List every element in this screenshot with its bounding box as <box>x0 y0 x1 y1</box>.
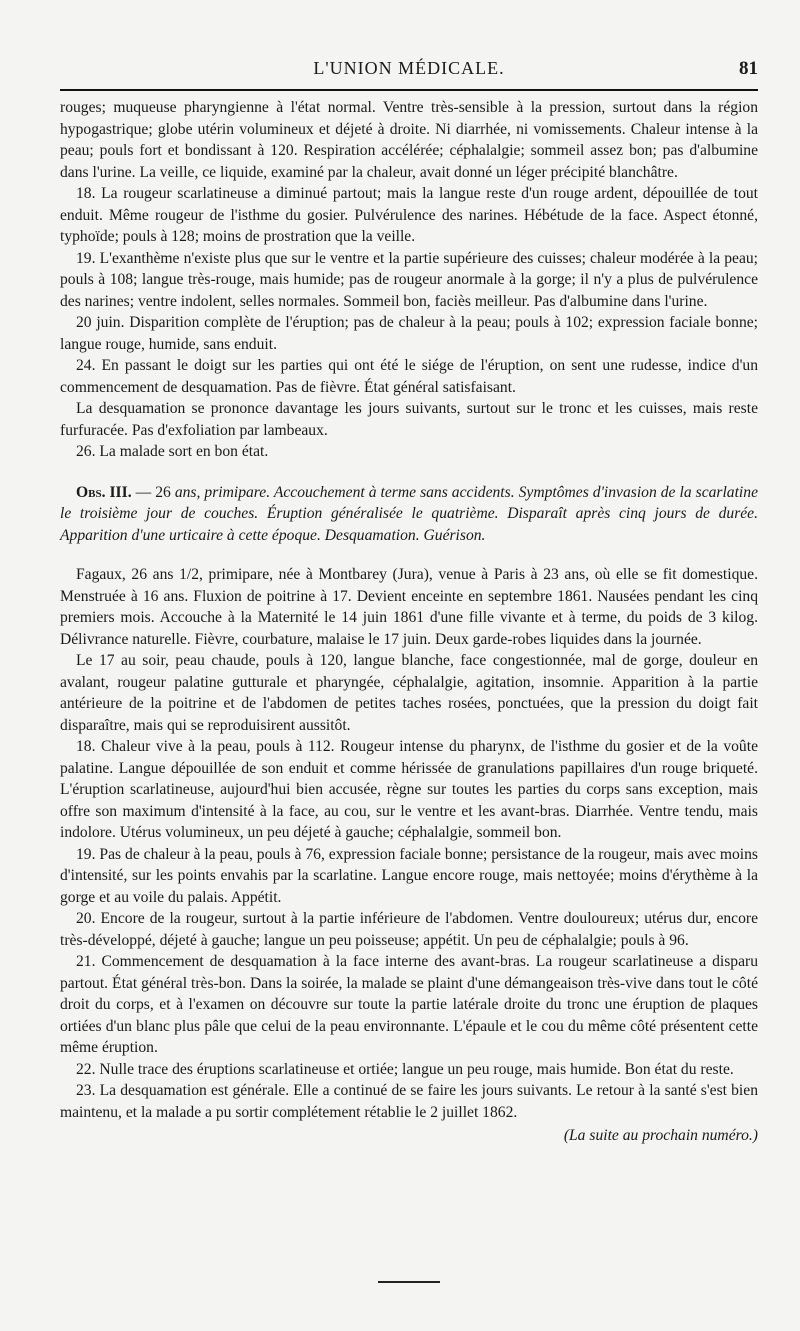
paragraph: 20. Encore de la rougeur, surtout à la partie inférieure de l'abdomen. Ventre douloureux; utérus dur, encore très-développé, déjeté à gauche; langue un peu poisseuse; appétit. Un peu de céphalalgie; pouls à 96. <box>60 910 758 949</box>
observation-dash: — 26 <box>131 483 175 501</box>
observation-label: Obs. III. <box>76 483 132 501</box>
running-header <box>60 52 758 84</box>
paragraph: 19. Pas de chaleur à la peau, pouls à 76, expression faciale bonne; persistance de la rougeur, mais avec moins d'intensité, sur les points envahis par la scarlatine. Langue encore rouge, mais nettoyée; moins d'érythème à la gorge et au voile du palais. Appétit. <box>60 845 758 906</box>
paragraph: Fagaux, 26 ans 1/2, primipare, née à Montbarey (Jura), venue à Paris à 23 ans, où elle se fit domestique. Menstruée à 16 ans. Fluxion de poitrine à 17. Devient enceinte en septembre 1861. Nausées pendant les cinq premiers mois. Accouche à la Maternité le 14 juin 1861 d'une fille vivante et à terme, du poids de 3 kilog. Délivrance naturelle. Fièvre, courbature, malaise le 17 juin. Deux garde-robes liquides dans la journée. <box>60 566 758 648</box>
paragraph: 20 juin. Disparition complète de l'éruption; pas de chaleur à la peau; pouls à 102; expression faciale bonne; langue rouge, humide, sans enduit. <box>60 314 758 353</box>
journal-title: L'UNION MÉDICALE. <box>313 58 505 78</box>
paragraph: La desquamation se prononce davantage les jours suivants, surtout sur le tronc et les cuisses, mais reste furfuracée. Pas d'exfoliation par lambeaux. <box>60 400 758 439</box>
header-rule <box>60 89 758 91</box>
paragraph: 18. La rougeur scarlatineuse a diminué partout; mais la langue reste d'un rouge ardent, dépouillée de tout enduit. Même rougeur de l'isthme du gosier. Pulvérulence des narines. Hébétude de la face. Aspect étonné, typhoïde; pouls à 128; moins de prostration que la veille. <box>60 185 758 245</box>
paragraph: Le 17 au soir, peau chaude, pouls à 120, langue blanche, face congestionnée, mal de gorge, douleur en avalant, rougeur palatine gutturale et pharyngée, céphalalgie, agitation, insomnie. Apparition à la partie antérieure de la poitrine et de l'abdomen de petites taches rosées, ponctuées, que la pression du doigt fait disparaître, mais qui se reproduisirent aussitôt. <box>60 652 758 734</box>
article-body <box>60 97 758 1147</box>
paragraph: 18. Chaleur vive à la peau, pouls à 112. Rougeur intense du pharynx, de l'isthme du gosier et de la voûte palatine. Langue dépouillée de son enduit et comme hérissée de granulations papillaires d'un rouge briqueté. L'éruption scarlatineuse, aujourd'hui bien accusée, règne sur toutes les parties du corps sans exception, mais offre son maximum d'intensité à la face, au cou, sur le ventre et les avant-bras. Diarrhée. Ventre tendu, mais indolore. Utérus volumineux, un peu déjeté à gauche; céphalalgie, sommeil bon. <box>60 738 758 841</box>
paragraph: 23. La desquamation est générale. Elle a continué de se faire les jours suivants. Le retour à la santé s'est bien maintenu, et la malade a pu sortir complétement rétablie le 2 juillet 1862. <box>60 1082 758 1121</box>
spacer <box>60 546 758 564</box>
paragraph: 21. Commencement de desquamation à la face interne des avant-bras. La rougeur scarlatineuse a disparu partout. État général très-bon. Dans la soirée, la malade se plaint d'une démangeaison très-vive dans tout le côté droit du corps, et à l'examen on découvre sur toute la partie latérale droite du tronc une éruption de plaques ortiées d'un blanc plus pâle que celui de la peau environnante. L'épaule et le cou du même côté présentent cette même éruption. <box>60 953 758 1056</box>
spacer <box>60 463 758 482</box>
observation-summary: ans, primipare. Accouchement à terme sans accidents. Symptômes d'invasion de la scarlatine le troisième jour de couches. Éruption généralisée le quatrième. Disparaît après cinq jours de durée. Apparition d'une urticaire à cette époque. Desquamation. Guérison. <box>60 483 758 544</box>
observation-heading <box>60 482 758 547</box>
paragraph: rouges; muqueuse pharyngienne à l'état normal. Ventre très-sensible à la pression, surtout dans la région hypogastrique; globe utérin volumineux et déjeté à droite. Ni diarrhée, ni vomissements. Chaleur intense à la peau; pouls fort et bondissant à 120. Respiration accélérée; céphalalgie; sommeil assez bon; pas d'albumine dans l'urine. La veille, ce liquide, examiné par la chaleur, avait donné un léger précipité blanchâtre. <box>60 99 758 181</box>
paragraph: 26. La malade sort en bon état. <box>76 443 269 460</box>
page-number: 81 <box>739 58 758 79</box>
paragraph: 22. Nulle trace des éruptions scarlatineuse et ortiée; langue un peu rouge, mais humide. Bon état du reste. <box>76 1060 734 1078</box>
paragraph: 24. En passant le doigt sur les parties qui ont été le siége de l'éruption, on sent une rudesse, indice d'un commencement de desquamation. Pas de fièvre. État général satisfaisant. <box>60 357 758 396</box>
continued-note: (La suite au prochain numéro.) <box>563 1127 758 1144</box>
end-rule <box>378 1281 440 1283</box>
paragraph: 19. L'exanthème n'existe plus que sur le ventre et la partie supérieure des cuisses; chaleur modérée à la peau; pouls à 108; langue très-rouge, mais humide; pas de rougeur anormale à la gorge; il n'y a plus de pulvérulence des narines; ventre indolent, selles normales. Sommeil bon, faciès meilleur. Pas d'albumine dans l'urine. <box>60 249 758 310</box>
